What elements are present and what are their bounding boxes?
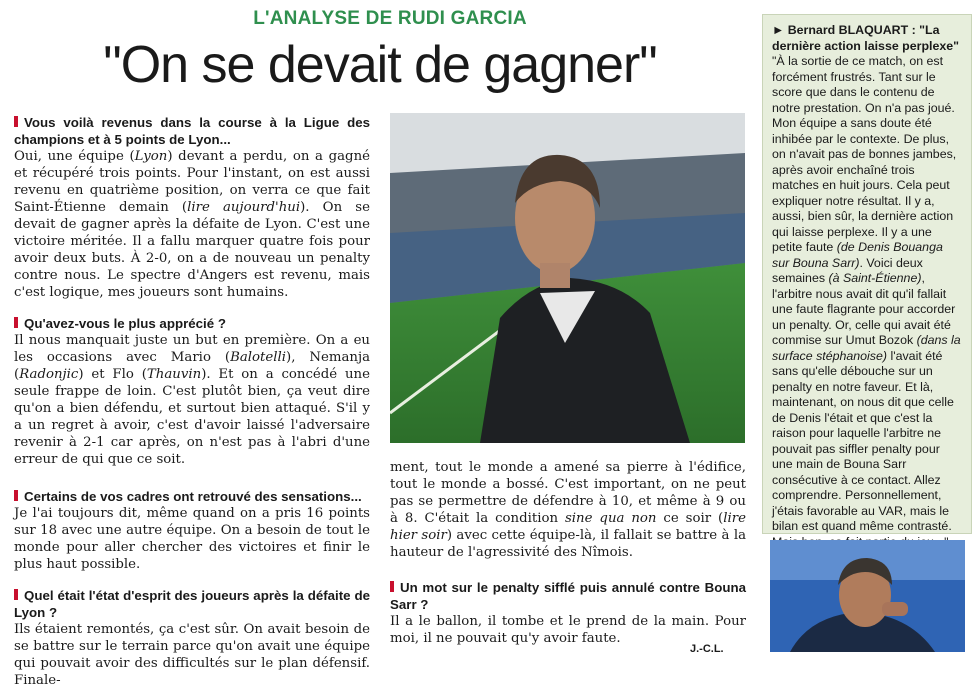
text-run: Balotelli	[230, 350, 286, 365]
answer-2	[14, 332, 370, 468]
text-run: ) et Flo (	[78, 367, 147, 382]
text-run: ce soir (	[656, 511, 724, 526]
text-run: lire hier soir	[390, 511, 746, 543]
text-run: (à Saint-Étienne)	[828, 271, 922, 285]
sidebar-body	[772, 54, 962, 550]
text-run: "À la sortie de ce match, on est forcément frustrés. Tant sur le score que dans le contenu de notre prestation. On n'a pas joué. Mon équipe a sans doute été inhibée par le contexte. De plus, on n'avait pas de bonnes jambes, après avoir enchaîné trois matches en huit jours. Cela peut expliquer notre résultat. Il y a, aussi, bien sûr, la dernière action qui laisse perplexe. Il y a une petite faute	[772, 54, 957, 254]
red-marker-icon	[14, 317, 18, 328]
text-run: ). Et on a concédé une seule frappe de loin. C'est plutôt bien, ça veut dire qu'on a bien défendu, et surtout bien attaqué. S'il y a un regret à avoir, c'est d'avoir laissé l'adversaire revenir à 2-1 car après, on n'est pas à l'abri d'une erreur de qui que ce soit.	[14, 367, 370, 467]
text-run: ) devant a perdu, on a gagné et récupéré trois points. Pour l'instant, on est aussi revenu en quatrième position, on verra ce que fait Saint-Étienne demain (	[14, 149, 370, 215]
text-run: sine qua non	[564, 511, 657, 526]
text-run: Lyon	[134, 149, 168, 164]
question-2: Qu'avez-vous le plus apprécié ?	[14, 315, 370, 332]
question-5: Un mot sur le penalty sifflé puis annulé contre Bouna Sarr ?	[390, 580, 746, 612]
text-run: (de Denis Bouanga sur Bouna Sarr)	[772, 240, 943, 270]
red-marker-icon	[14, 116, 18, 127]
photo-bernard-blaquart	[770, 540, 965, 652]
answer-4: Ils étaient remontés, ça c'est sûr. On avait besoin de se battre sur le terrain parce qu'on avait une équipe qui pouvait avoir des difficultés sur le plan défensif. Finale-	[14, 622, 370, 688]
article-column-middle	[390, 459, 746, 647]
answer-4-continuation	[390, 459, 746, 561]
question-1: Vous voilà revenus dans la course à la Ligue des champions et à 5 points de Lyon...	[14, 115, 370, 147]
text-run: Oui, une équipe (	[14, 149, 135, 164]
headline: "On se devait de gagner"	[103, 36, 657, 94]
text-run: Radonjic	[19, 367, 79, 382]
question-4: Quel était l'état d'esprit des joueurs après la défaite de Lyon ?	[14, 588, 370, 620]
photo-bernard-blaquart-image	[770, 540, 965, 652]
answer-3	[14, 505, 370, 573]
answer-5: Il a le ballon, il tombe et le prend de la main. Pour moi, il ne pouvait qu'y avoir faute.	[390, 614, 746, 646]
text-run: ), Nemanja (	[14, 350, 370, 382]
signature-main: J.-C.L.	[690, 643, 724, 655]
text-run: ment, tout le monde a amené sa pierre à l'édifice, tout le monde a bossé. C'est important, on ne peut pas se permettre de défendre à 10, et même à 9 ou à 8. C'était la condition	[390, 460, 746, 526]
text-run: ) avec cette équipe-là, il fallait se battre à la hauteur de l'agressivité des Nîmois.	[390, 528, 746, 560]
photo-rudi-garcia-image	[390, 113, 745, 443]
sidebar-title: ► Bernard BLAQUART : "La dernière action laisse perplexe"	[772, 23, 960, 53]
answer-1	[14, 148, 370, 301]
text-run: Je l'ai toujours dit, même quand on a pris 16 points sur 18 avec une autre équipe. On a besoin de tout le monde pour aller chercher des victoires et finir le plus haut possible.	[14, 506, 370, 572]
text-run: l'avait été sans qu'elle débouche sur un penalty en notre faveur. Et là, maintenant, on nous dit que celle de Denis l'était et que c'est la raison pour laquelle l'arbitre ne pouvait pas siffler penalty pour une main de Bouna Sarr consécutive à ce contact. Allez comprendre. Personnellement, j'étais favorable au VAR, mais le bilan est quand même contrasté.	[772, 348, 954, 533]
sidebar-box	[762, 14, 972, 534]
text-run: (dans la surface stéphanoise)	[772, 333, 961, 363]
text-run: . Voici deux semaines	[772, 255, 923, 285]
red-marker-icon	[14, 589, 18, 600]
question-3: Certains de vos cadres ont retrouvé des sensations...	[14, 488, 370, 505]
text-run: Il nous manquait juste un but en première. On a eu les occasions avec Mario (	[14, 333, 370, 365]
text-run: lire aujourd'hui	[187, 200, 301, 215]
text-run: , l'arbitre nous avait dit qu'il fallait une faute flagrante pour accorder un penalty. Or, celle qui avait été commise sur Umut Bozok	[772, 271, 956, 347]
photo-rudi-garcia	[390, 113, 745, 443]
text-run: ). On se devait de gagner après la défaite de Lyon. C'est une victoire méritée. Il a fallu marquer quatre fois pour avoir deux buts. À 2-0, on a de nouveau un penalty contre nous. Le spectre d'Angers est revenu, mais c'est logique, mes joueurs sont humains.	[14, 200, 370, 300]
article-column-left	[14, 114, 370, 689]
kicker: L'ANALYSE DE RUDI GARCIA	[253, 8, 527, 29]
red-marker-icon	[14, 490, 18, 501]
text-run: Thauvin	[146, 367, 202, 382]
red-marker-icon	[390, 581, 394, 592]
